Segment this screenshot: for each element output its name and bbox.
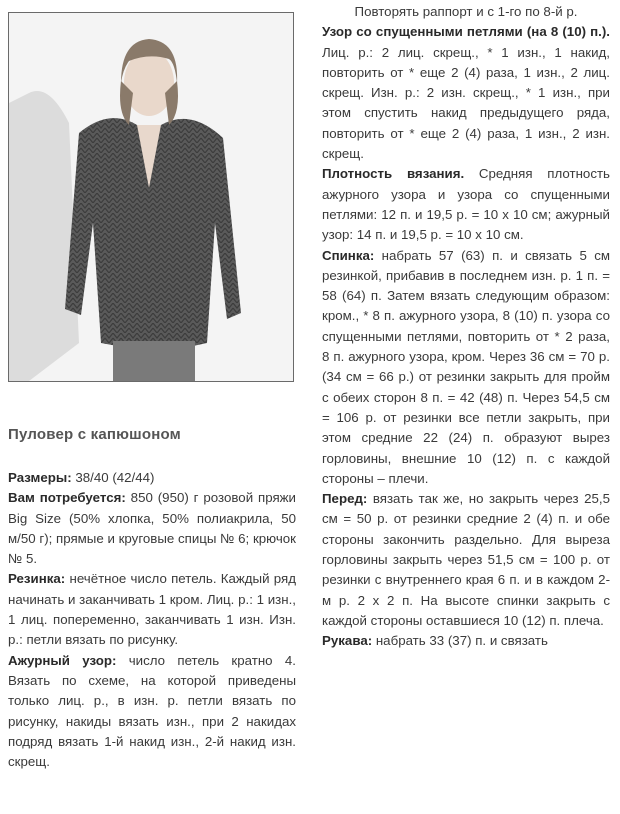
left-column: [8, 468, 296, 772]
sleeves-label: Рукава:: [322, 633, 373, 649]
dropped-text: Лиц. р.: 2 лиц. скрещ., * 1 изн., 1 накид, повторить от * еще 2 (4) раза, 1 изн., 2 лиц. скрещ. Изн. р.: 2 изн. скрещ., * 1 изн., при этом спустить накид предыдущего ряда, повторить от * еще 2 (4) раза, 1 изн., 2 изн. скрещ.: [322, 44, 610, 162]
rib-text: нечётное число петель. Каждый ряд начинать и заканчивать 1 кром. Лиц. р.: 1 изн., 1 лиц. попеременно, заканчивать 1 изн. Изн. р.: петли вязать по рисунку.: [8, 571, 296, 648]
model-photo: [8, 12, 294, 382]
sleeves-paragraph: [322, 631, 610, 651]
rib-label: Резинка:: [8, 571, 66, 587]
right-column: [322, 2, 610, 652]
back-label: Спинка:: [322, 247, 375, 263]
back-paragraph: [322, 246, 610, 490]
back-text: набрать 57 (63) п. и связать 5 см резинкой, прибавив в последнем изн. р. 1 п. = 58 (64) п. Затем вязать следующим образом: кром., * 8 п. ажурного узора, 8 (10) п. узора со спущенными петлями, повторить от * 2 раза, 8 п. ажурного узора, кром. Через 36 см = 70 р. (34 см = 66 р.) от резинки закрыть для пройм с обеих сторон 8 п. = 42 (48) п. Через 54,5 см = 106 р. от резинки все петли закрыть, при этом средние 22 (24) п. образуют вырез горловины, внешние 10 (12) п. с каждой стороны – плечи.: [322, 247, 610, 486]
sizes-paragraph: [8, 468, 296, 488]
page-title: Пуловер с капюшоном: [8, 426, 181, 443]
front-label: Перед:: [322, 491, 368, 507]
materials-label: Вам потребуется:: [8, 490, 126, 506]
dropped-paragraph: [322, 22, 610, 164]
front-text: вязать так же, но закрыть через 25,5 см = 50 р. от резинки средние 2 (4) п. и обе стороны закончить раздельно. Для выреза горловины закрыть через 51,5 см = 100 р. от резинки с внутреннего края 6 п. и в каждом 2-м р. 2 х 2 п. На высоте спинки закрыть с каждой стороны оставшиеся 10 (12) п. плеча.: [322, 491, 610, 628]
density-label: Плотность вязания.: [322, 166, 465, 182]
front-paragraph: [322, 489, 610, 631]
repeat-line: Повторять раппорт и с 1-го по 8-й р.: [354, 4, 578, 19]
density-text: Средняя плотность ажурного узора и узора со спущенными петлями: 12 п. и 19,5 р. = 10 х 10 см; ажурный узор: 14 п. и 19,5 р. = 10 х 10 см.: [322, 166, 610, 243]
materials-paragraph: [8, 488, 296, 569]
lace-label: Ажурный узор:: [8, 652, 117, 668]
sizes-label: Размеры:: [8, 470, 72, 485]
lace-text: число петель кратно 4. Вязать по схеме, на которой приведены только лиц. р., в изн. р. петли вязать по рисунку, накиды вязать изн., при 2 накидах подряд вязать 1-й накид изн., 2-й накид изн. скрещ.: [8, 652, 296, 770]
sleeves-text: набрать 33 (37) п. и связать: [372, 633, 548, 649]
model-photo-icon: [9, 13, 293, 381]
rib-paragraph: [8, 569, 296, 650]
lace-paragraph: [8, 651, 296, 773]
density-paragraph: [322, 164, 610, 245]
dropped-label: Узор со спущенными петлями (на 8 (10) п.).: [322, 24, 610, 40]
sizes-text: 38/40 (42/44): [71, 470, 155, 485]
materials-text: 850 (950) г розовой пряжи Big Size (50% хлопка, 50% полиакрила, 50 м/50 г); прямые и круговые спицы № 6; крючок № 5.: [8, 490, 296, 567]
